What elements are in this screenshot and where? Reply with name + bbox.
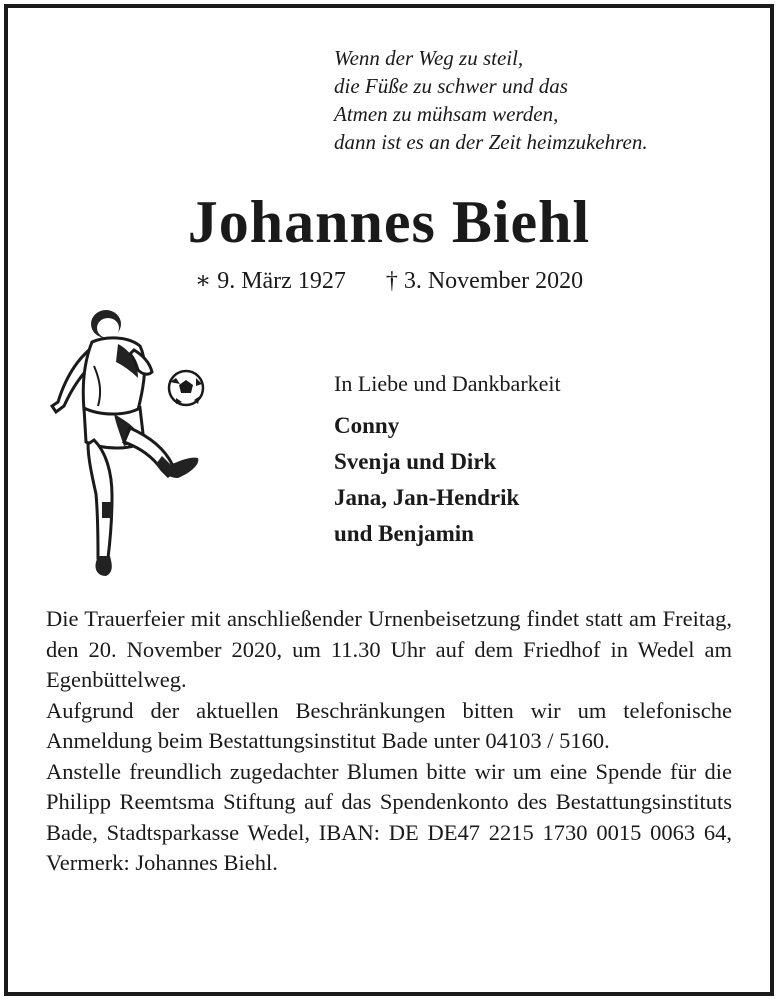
soccer-player-icon xyxy=(44,306,214,581)
notice-paragraph: Aufgrund der aktuellen Beschränkungen bitten wir um telefonische Anmeldung beim Bestattungsinstitut Bade unter 04103 / 5160. xyxy=(46,697,732,753)
mourners-intro: In Liebe und Dankbarkeit xyxy=(334,371,561,396)
deceased-name: Johannes Biehl xyxy=(187,189,591,255)
poem-line: Atmen zu mühsam werden, xyxy=(334,102,559,126)
notice-paragraph: Anstelle freundlich zugedachter Blumen bitte wir um eine Spende für die Philipp Reemtsma Stiftung auf das Spendenkonto des Bestattungsinstituts Bade, Stadtsparkasse Wedel, IBAN: DE DE47 2215 1730 0015 0063 64, Vermerk: Johannes Biehl. xyxy=(46,758,732,875)
birth-date: ∗ 9. März 1927 xyxy=(194,268,346,294)
mourner-name: Svenja und Dirk xyxy=(334,449,497,474)
poem xyxy=(334,44,754,156)
poem-line: dann ist es an der Zeit heimzukehren. xyxy=(334,130,648,154)
notice-paragraph: Die Trauerfeier mit anschließender Urnenbeisetzung findet statt am Freitag, den 20. November 2020, um 11.30 Uhr auf dem Friedhof in Wedel am Egenbüttelweg. xyxy=(46,606,732,692)
mourners-block xyxy=(334,368,754,552)
mourner-name: Jana, Jan-Hendrik xyxy=(334,485,520,510)
mourner-name: und Benjamin xyxy=(334,521,474,546)
life-dates xyxy=(0,264,778,298)
funeral-notice xyxy=(46,604,732,879)
death-date: † 3. November 2020 xyxy=(385,268,584,294)
mourner-name: Conny xyxy=(334,413,400,438)
poem-line: Wenn der Weg zu steil, xyxy=(334,46,524,70)
poem-line: die Füße zu schwer und das xyxy=(334,74,568,98)
